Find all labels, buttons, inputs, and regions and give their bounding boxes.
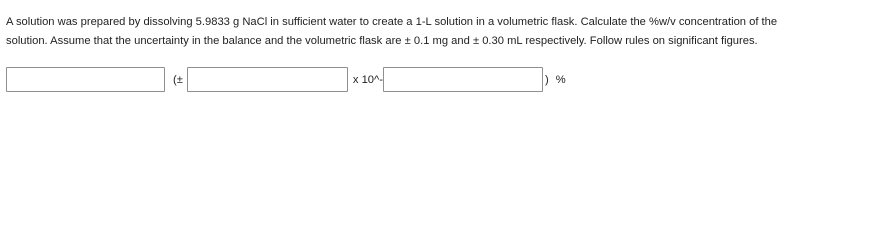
percent-unit: % — [555, 73, 566, 86]
value-input[interactable] — [6, 67, 165, 92]
uncertainty-input[interactable] — [187, 67, 348, 92]
open-paren-plus-minus: (± — [173, 73, 183, 86]
question-line-2: solution. Assume that the uncertainty in the balance and the volumetric flask are ± 0.1 mg and ± 0.30 mL respectively. Follow rules on significant figures. — [6, 35, 758, 47]
close-paren: ) — [545, 73, 549, 86]
question-text — [6, 13, 884, 51]
answer-row — [6, 67, 566, 92]
times-ten-caret: x 10^- — [352, 73, 383, 86]
exponent-input[interactable] — [383, 67, 543, 92]
question-line-1: A solution was prepared by dissolving 5.9833 g NaCl in sufficient water to create a 1-L solution in a volumetric flask. Calculate the %w/v concentration of the — [6, 16, 778, 28]
